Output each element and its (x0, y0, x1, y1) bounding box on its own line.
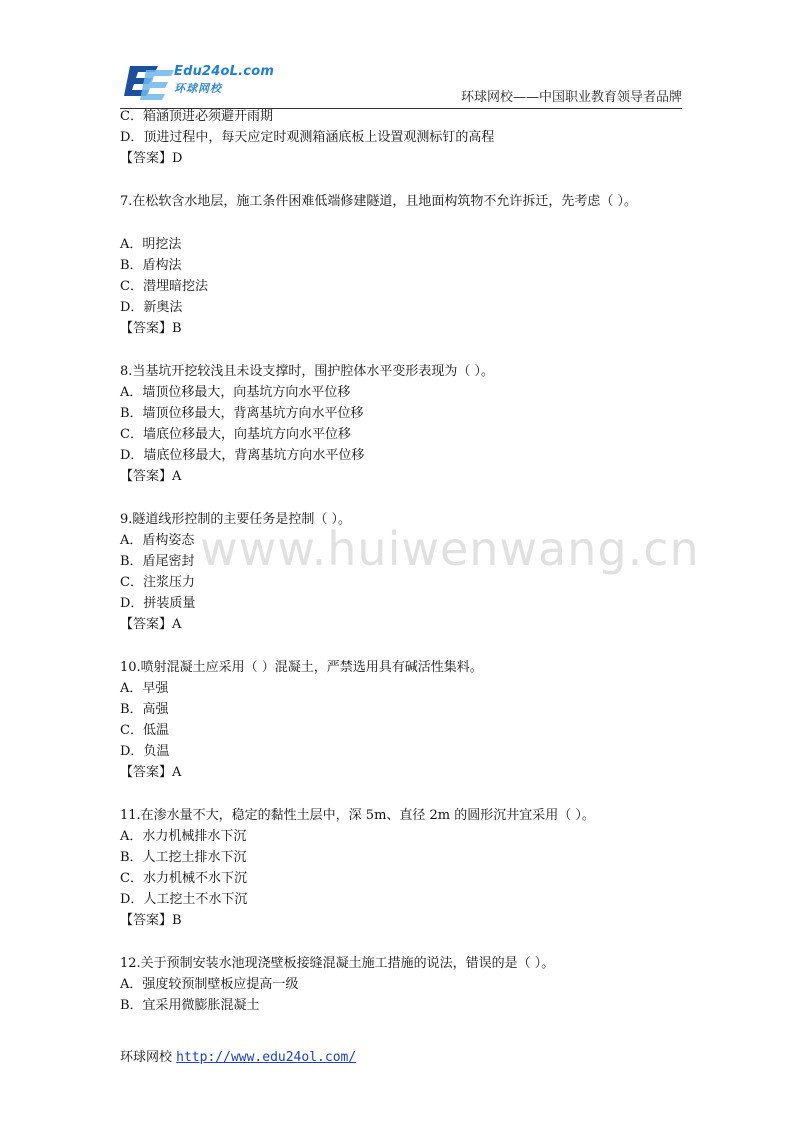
logo-mark-icon (124, 62, 178, 102)
question-stem: 7.在松软含水地层，施工条件困难低端修建隧道，且地面构筑物不允许拆迁，先考虑（ ）。 (120, 194, 638, 209)
option-line: C．箱涵顶进必须避开雨期 (120, 109, 273, 124)
option-line: C．低温 (120, 723, 169, 738)
option-line: C．注浆压力 (120, 575, 195, 590)
question-stem: 8.当基坑开挖较浅且未设支撑时，围护腔体水平变形表现为（ ）。 (120, 364, 495, 379)
option-line: A．盾构姿态 (120, 533, 195, 548)
answer-line: 【答案】A (120, 617, 182, 632)
header-tagline: 环球网校——中国职业教育领导者品牌 (460, 90, 682, 105)
logo-text-cn: 环球网校 (174, 82, 222, 95)
logo-text-en: Edu24oL.com (174, 64, 275, 79)
option-line: B．人工挖土排水下沉 (120, 850, 247, 865)
option-line: A．水力机械排水下沉 (120, 829, 247, 844)
option-line: B．盾尾密封 (120, 554, 195, 569)
question-stem: 11.在渗水量不大，稳定的黏性土层中，深 5m、直径 2m 的圆形沉井宜采用（ ）。 (120, 808, 595, 823)
footer-label: 环球网校 (120, 1050, 173, 1065)
option-line: B．宜采用微膨胀混凝土 (120, 998, 260, 1013)
option-line: C．潜埋暗挖法 (120, 279, 208, 294)
answer-line: 【答案】D (120, 151, 183, 166)
option-line: C．墙底位移最大，向基坑方向水平位移 (120, 427, 351, 442)
watermark: www.huiwenwang.cn (200, 522, 700, 576)
question-stem: 9.隧道线形控制的主要任务是控制（ ）。 (120, 512, 352, 527)
option-line: D．墙底位移最大，背离基坑方向水平位移 (120, 448, 365, 463)
option-line: A．墙顶位移最大，向基坑方向水平位移 (120, 385, 351, 400)
option-line: B．墙顶位移最大，背离基坑方向水平位移 (120, 406, 364, 421)
option-line: B．盾构法 (120, 258, 182, 273)
option-line: A．强度较预制壁板应提高一级 (120, 977, 299, 992)
option-line: C．水力机械不水下沉 (120, 871, 247, 886)
option-line: A．明挖法 (120, 237, 182, 252)
answer-line: 【答案】A (120, 765, 182, 780)
page-header (120, 56, 682, 109)
answer-line: 【答案】B (120, 913, 182, 928)
option-line: B．高强 (120, 702, 169, 717)
option-line: A．早强 (120, 681, 169, 696)
question-stem: 10.喷射混凝土应采用（ ）混凝土，严禁选用具有碱活性集料。 (120, 660, 483, 675)
option-line: D．顶进过程中，每天应定时观测箱涵底板上设置观测标钉的高程 (120, 130, 495, 145)
option-line: D．拼装质量 (120, 596, 196, 611)
option-line: D．新奥法 (120, 300, 183, 315)
footer-link[interactable]: http://www.edu24ol.com/ (176, 1050, 357, 1065)
option-line: D．人工挖土不水下沉 (120, 892, 248, 907)
page-footer (120, 1046, 356, 1065)
question-stem: 12.关于预制安装水池现浇壁板接缝混凝土施工措施的说法，错误的是（ ）。 (120, 956, 555, 971)
answer-line: 【答案】A (120, 469, 182, 484)
answer-line: 【答案】B (120, 321, 182, 336)
edu24ol-logo (120, 58, 290, 102)
option-line: D．负温 (120, 744, 170, 759)
